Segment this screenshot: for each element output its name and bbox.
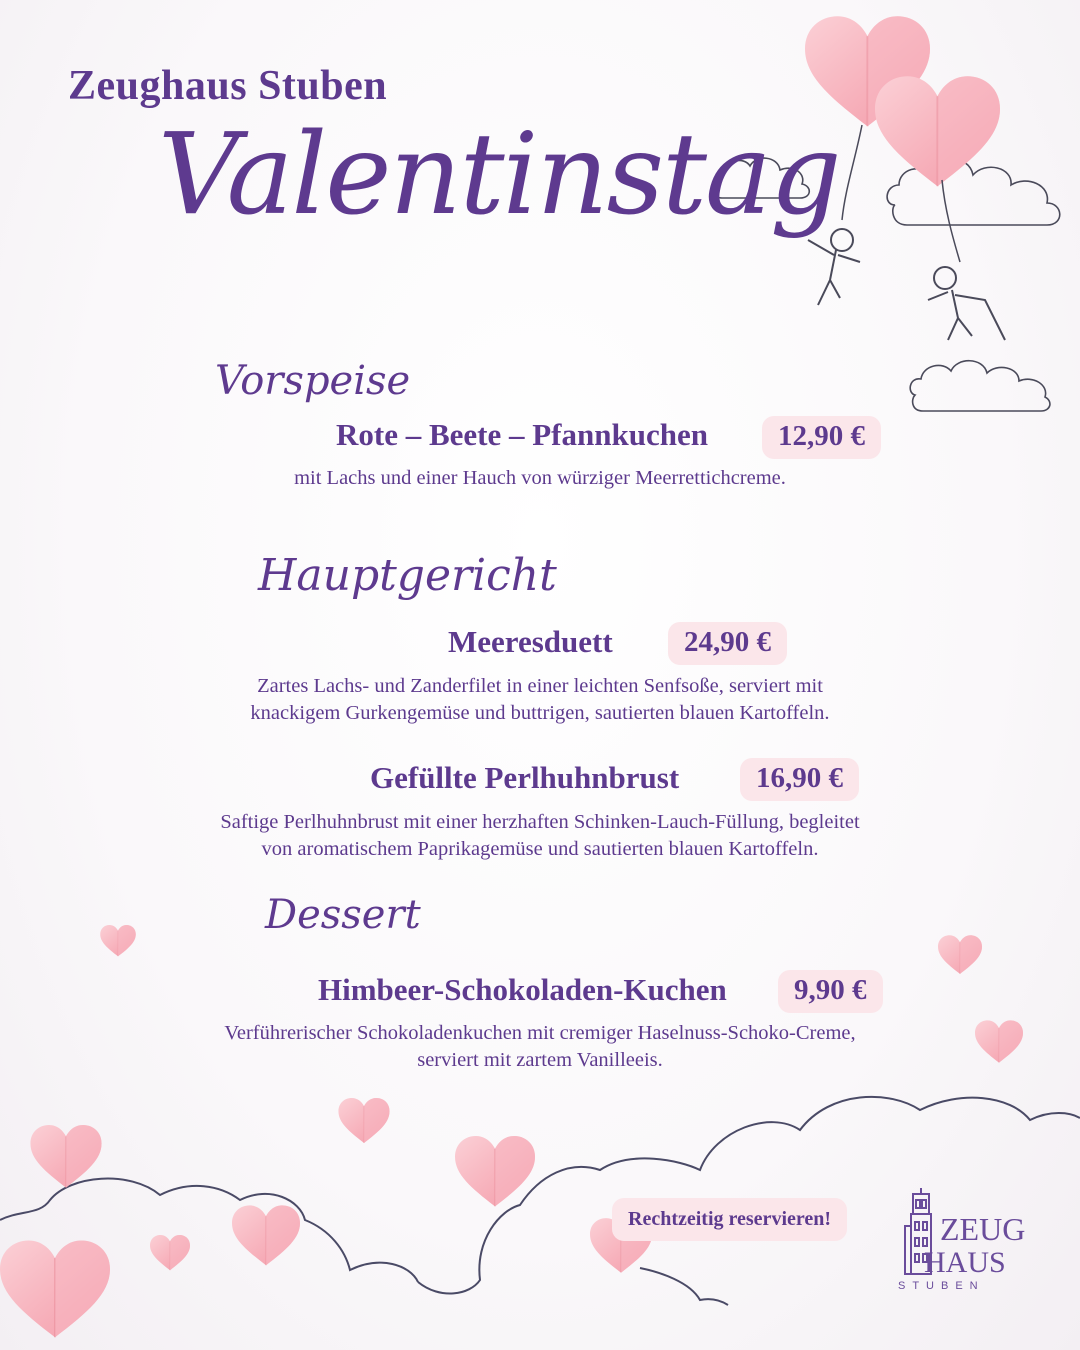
dish-name: Gefüllte Perlhuhnbrust [370,760,680,795]
cloud-outline-icon [910,361,1050,411]
paper-heart-icon [938,935,982,974]
paper-heart-icon [100,925,136,956]
paper-heart-icon [232,1205,300,1265]
section-title-hauptgericht: Hauptgericht [258,550,557,601]
dish-name: Himbeer-Schokoladen-Kuchen [318,972,727,1007]
dish-description [100,809,980,863]
logo-text-stuben: STUBEN [898,1280,985,1292]
paper-heart-icon [150,1235,190,1270]
description-line: von aromatischem Paprikagemüse und sautierten blauen Kartoffeln. [261,838,819,860]
description-line: mit Lachs und einer Hauch von würziger Meerrettichcreme. [294,467,786,489]
description-line: Saftige Perlhuhnbrust mit einer herzhaften Schinken-Lauch-Füllung, begleitet [220,811,860,833]
cloud-outline-icon [887,159,1060,225]
logo-text-zeug: ZEUG [940,1211,1026,1247]
paper-heart-icon [455,1136,535,1206]
section-title-vorspeise: Vorspeise [215,358,411,404]
logo-text-haus: HAUS [924,1246,1006,1279]
reserve-badge: Rechtzeitig reservieren! [612,1198,847,1241]
description-line: serviert mit zartem Vanilleeis. [417,1049,663,1071]
paper-heart-icon [30,1125,101,1188]
dish-name: Meeresduett [448,624,613,659]
price-badge: 16,90 € [740,758,859,801]
section-title-dessert: Dessert [265,892,421,938]
paper-heart-icon [338,1098,389,1143]
description-line: knackigem Gurkengemüse und buttrigen, sautierten blauen Kartoffeln. [250,702,830,724]
dish-description [110,673,970,727]
price-badge: 12,90 € [762,416,881,459]
dish-description [110,1020,970,1074]
page-title: Valentinstag [158,110,840,240]
price-badge: 9,90 € [778,970,883,1013]
price-badge: 24,90 € [668,622,787,665]
description-line: Verführerischer Schokoladenkuchen mit cremiger Haselnuss-Schoko-Creme, [224,1022,856,1044]
paper-heart-icon [0,1241,110,1338]
stick-figure-icon [928,267,1005,340]
paper-heart-icon [975,1020,1023,1062]
stick-figure-icon [808,229,860,305]
description-line: Zartes Lachs- und Zanderfilet in einer leichten Senfsoße, serviert mit [257,675,823,697]
restaurant-name: Zeughaus Stuben [68,63,388,109]
dish-name: Rote – Beete – Pfannkuchen [336,417,708,452]
dish-description [140,465,940,492]
